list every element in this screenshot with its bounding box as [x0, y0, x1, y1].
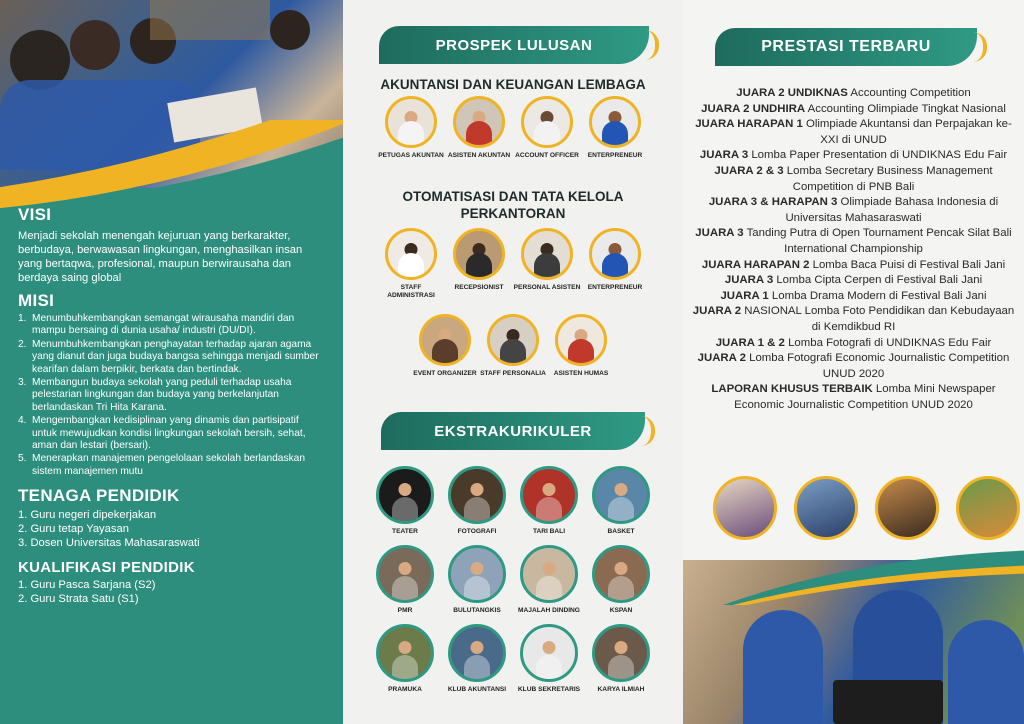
ekskul-label: PRAMUKA	[388, 686, 422, 693]
career-item	[547, 314, 615, 378]
prestasi-item	[691, 226, 1016, 257]
prestasi-item	[691, 164, 1016, 195]
left-content	[18, 205, 323, 606]
career-item	[513, 228, 581, 300]
list-item: 3. Dosen Universitas Mahasaraswati	[18, 537, 200, 550]
career-photo	[385, 96, 437, 148]
prestasi-rank: JUARA 2	[697, 352, 746, 365]
ekskul-photo	[376, 624, 434, 682]
prestasi-event: Lomba Drama Modern di Festival Bali Jani	[768, 289, 987, 302]
ekskul-item	[369, 545, 441, 615]
ekstrakurikuler-ribbon	[381, 412, 645, 450]
ekskul-item	[369, 624, 441, 694]
prestasi-rank: JUARA 2	[692, 305, 742, 318]
ekskul-label: KLUB SEKRETARIS	[517, 686, 581, 693]
prestasi-item	[691, 289, 1016, 305]
ekskul-label: TARI BALI	[532, 528, 566, 535]
ekskul-item	[585, 466, 657, 536]
ekskul-photo	[520, 545, 578, 603]
career-photo	[453, 96, 505, 148]
career-item	[445, 96, 513, 160]
career-item	[377, 228, 445, 300]
tenaga-pendidik-list	[18, 508, 323, 550]
career-item	[581, 228, 649, 300]
career-label: ENTERPRENEUR	[587, 284, 643, 291]
prestasi-terbaru-title: PRESTASI TERBARU	[761, 38, 931, 55]
prestasi-event: Tanding Putra di Open Tournament Pencak Silat Bali International Championship	[743, 227, 1012, 255]
prestasi-item	[691, 304, 1016, 335]
otomatisasi-title-line-1: OTOMATISASI DAN TATA KELOLA	[402, 189, 624, 204]
prestasi-event: Lomba Paper Presentation di UNDIKNAS Edu Fair	[748, 149, 1008, 162]
list-item	[18, 453, 323, 478]
list-item	[18, 339, 323, 376]
ekskul-photo	[448, 624, 506, 682]
ekskul-item	[369, 466, 441, 536]
prestasi-item	[691, 117, 1016, 148]
career-photo	[453, 228, 505, 280]
list-number: 4.	[18, 415, 27, 427]
kualifikasi-pendidik-title: KUALIFIKASI PENDIDIK	[18, 559, 195, 577]
list-text: Menerapkan manajemen pengelolaan sekolah berlandaskan sistem manajemen mutu	[32, 453, 305, 477]
ekskul-item	[441, 466, 513, 536]
prestasi-event: Lomba Mini Newspaper Economic Journalistic Competition UNUD 2020	[734, 383, 996, 411]
ekskul-label: PMR	[397, 607, 413, 614]
otomatisasi-title-line-2: PERKANTORAN	[460, 206, 566, 221]
career-label: PETUGAS AKUNTAN	[378, 152, 444, 159]
ekskul-photo	[592, 466, 650, 524]
list-item	[18, 313, 323, 338]
ekskul-item	[513, 624, 585, 694]
career-label: ACCOUNT OFFICER	[515, 152, 579, 159]
prestasi-rank: JUARA 3	[695, 227, 744, 240]
career-photo	[555, 314, 607, 366]
prestasi-event: Olimpiade Bahasa Indonesia di Universitas Mahasaraswati	[785, 196, 999, 224]
prospek-lulusan-ribbon	[379, 26, 649, 64]
prestasi-event: Lomba Secretary Business Management Competition di PNB Bali	[783, 164, 993, 193]
ekskul-label: KLUB AKUNTANSI	[447, 686, 507, 693]
misi-list	[18, 313, 323, 478]
career-item	[513, 96, 581, 160]
career-label: RECEPSIONIST	[454, 284, 504, 291]
prestasi-item	[691, 102, 1016, 118]
prestasi-list	[691, 86, 1016, 413]
prestasi-event: Lomba Cipta Cerpen di Festival Bali Jani	[773, 274, 983, 287]
tenaga-pendidik-title: TENAGA PENDIDIK	[18, 486, 180, 506]
prestasi-item	[691, 336, 1016, 352]
prestasi-rank: JUARA 1 & 2	[715, 336, 785, 349]
list-item: 2. Guru tetap Yayasan	[18, 523, 129, 536]
list-item	[18, 415, 323, 452]
career-label: ASISTEN AKUNTAN	[447, 152, 511, 159]
achievement-photo	[875, 476, 939, 540]
list-text: Menumbuhkembangkan semangat wirausaha mandiri dan mampu bersaing di dunia usaha/ industri (DU/DI).	[32, 313, 295, 337]
ekskul-photo	[592, 545, 650, 603]
visi-title: VISI	[18, 205, 52, 224]
career-label: STAFF ADMINISTRASI	[387, 284, 435, 299]
prospek-lulusan-title: PROSPEK LULUSAN	[435, 36, 593, 54]
prestasi-event: Accounting Competition	[847, 87, 971, 99]
career-photo	[589, 96, 641, 148]
ekskul-label: BASKET	[607, 528, 635, 535]
prestasi-rank: JUARA 3	[724, 274, 774, 287]
prestasi-item	[691, 148, 1016, 164]
otomatisasi-careers	[377, 228, 649, 300]
right-decor-arc	[723, 545, 1024, 605]
ekskul-item	[585, 624, 657, 694]
middle-panel	[343, 0, 683, 724]
right-panel	[683, 0, 1024, 724]
ekskul-row	[369, 624, 657, 694]
prestasi-rank: JUARA 2 UNDHIRA	[701, 102, 806, 115]
prestasi-rank: JUARA 1	[720, 289, 769, 302]
career-photo	[487, 314, 539, 366]
ekskul-photo	[592, 624, 650, 682]
left-decor-arc	[0, 120, 343, 210]
prestasi-terbaru-ribbon	[715, 28, 977, 66]
otomatisasi-careers-row-2	[411, 314, 615, 378]
career-item	[377, 96, 445, 160]
prestasi-rank: JUARA 3	[699, 149, 749, 162]
list-number: 5.	[18, 453, 27, 465]
left-panel	[0, 0, 343, 724]
career-label: STAFF PERSONALIA	[480, 370, 546, 377]
prestasi-item	[691, 273, 1016, 289]
career-label: ASISTEN HUMAS	[553, 370, 609, 377]
prestasi-event: Lomba Fotografi Economic Journalistic Competition UNUD 2020	[745, 352, 1010, 380]
ekskul-label: BULUTANGKIS	[453, 607, 501, 614]
prestasi-event: NASIONAL Lomba Foto Pendidikan dan Kebudayaan di Kemdikbud RI	[741, 305, 1015, 333]
prestasi-item	[691, 195, 1016, 226]
ekskul-photo	[448, 466, 506, 524]
list-item: 1. Guru Pasca Sarjana (S2)	[18, 579, 156, 592]
ekskul-photo	[520, 466, 578, 524]
ekskul-photo	[376, 545, 434, 603]
career-label: PERSONAL ASISTEN	[513, 284, 581, 291]
prestasi-rank: JUARA HARAPAN 1	[695, 118, 803, 131]
list-number: 3.	[18, 377, 27, 389]
ekskul-item	[585, 545, 657, 615]
ekskul-label: TEATER	[392, 528, 418, 535]
prestasi-item	[691, 86, 1016, 102]
visi-text: Menjadi sekolah menengah kejuruan yang berkarakter, berbudaya, berwawasan lingkungan, menghasilkan insan yang bertaqwa, profesional, maupun berwirausaha dan berdaya saing global	[18, 230, 303, 284]
ekskul-label: MAJALAH DINDING	[518, 607, 580, 614]
achievement-photo	[794, 476, 858, 540]
prestasi-item	[691, 351, 1016, 382]
prestasi-event: Olimpiade Akuntansi dan Perpajakan ke-XXI di UNUD	[802, 118, 1012, 146]
kualifikasi-pendidik-list	[18, 578, 323, 606]
ekskul-item	[513, 545, 585, 615]
ekskul-label: KARYA ILMIAH	[597, 686, 645, 693]
prestasi-item	[691, 258, 1016, 274]
career-photo	[521, 96, 573, 148]
ekskul-photo	[376, 466, 434, 524]
list-text: Membangun budaya sekolah yang peduli terhadap usaha pelestarian lingkungan dan budaya yang berkelanjutan berlandaskan Tri Hita Karana.	[32, 377, 292, 413]
achievement-photo	[956, 476, 1020, 540]
ekskul-item	[513, 466, 585, 536]
career-label: EVENT ORGANIZER	[413, 370, 477, 377]
akuntansi-title: AKUNTANSI DAN KEUANGAN LEMBAGA	[380, 77, 646, 92]
prestasi-rank: JUARA 2 UNDIKNAS	[736, 87, 848, 99]
prestasi-rank: JUARA 2 & 3	[714, 164, 784, 177]
list-item: 1. Guru negeri dipekerjakan	[18, 509, 157, 522]
akuntansi-careers	[377, 96, 649, 160]
misi-title: MISI	[18, 291, 55, 310]
career-label: ENTERPRENEUR	[587, 152, 643, 159]
achievement-photo	[713, 476, 777, 540]
list-text: Mengembangkan kedisiplinan yang dinamis dan partisipatif untuk mewujudkan kondisi lingkungan sekolah bersih, sehat, aman dan lestari (bersari).	[32, 415, 306, 452]
ekskul-label: KSPAN	[609, 607, 633, 614]
career-photo	[385, 228, 437, 280]
prestasi-event: Lomba Baca Puisi di Festival Bali Jani	[809, 258, 1006, 271]
prestasi-item	[691, 382, 1016, 413]
ekskul-item	[441, 624, 513, 694]
ekskul-item	[441, 545, 513, 615]
prestasi-rank: JUARA 3 & HARAPAN 3	[708, 196, 838, 209]
otomatisasi-title	[343, 188, 683, 222]
prestasi-event: Lomba Fotografi di UNDIKNAS Edu Fair	[784, 336, 992, 349]
career-item	[411, 314, 479, 378]
ekskul-row	[369, 466, 657, 536]
prestasi-event: Accounting Olimpiade Tingkat Nasional	[805, 102, 1006, 115]
career-item	[479, 314, 547, 378]
ekskul-label: FOTOGRAFI	[457, 528, 497, 535]
list-item: 2. Guru Strata Satu (S1)	[18, 593, 139, 606]
achievement-photos	[713, 476, 1020, 540]
career-item	[581, 96, 649, 160]
career-photo	[419, 314, 471, 366]
ekskul-photo	[448, 545, 506, 603]
ekstrakurikuler-title: EKSTRAKURIKULER	[434, 422, 592, 440]
career-photo	[521, 228, 573, 280]
list-number: 1.	[18, 313, 27, 324]
prestasi-rank: LAPORAN KHUSUS TERBAIK	[711, 383, 873, 396]
list-number: 2.	[18, 338, 27, 350]
list-text: Menumbuhkembangkan penghayatan terhadap ajaran agama yang dianut dan juga budaya bangsa sehingga menjadi sumber kearifan dalam berpikir, berkata dan bertindak.	[32, 338, 319, 375]
list-item	[18, 377, 323, 414]
career-item	[445, 228, 513, 300]
ekskul-photo	[520, 624, 578, 682]
career-photo	[589, 228, 641, 280]
ekskul-row	[369, 545, 657, 615]
prestasi-rank: JUARA HARAPAN 2	[701, 258, 810, 271]
